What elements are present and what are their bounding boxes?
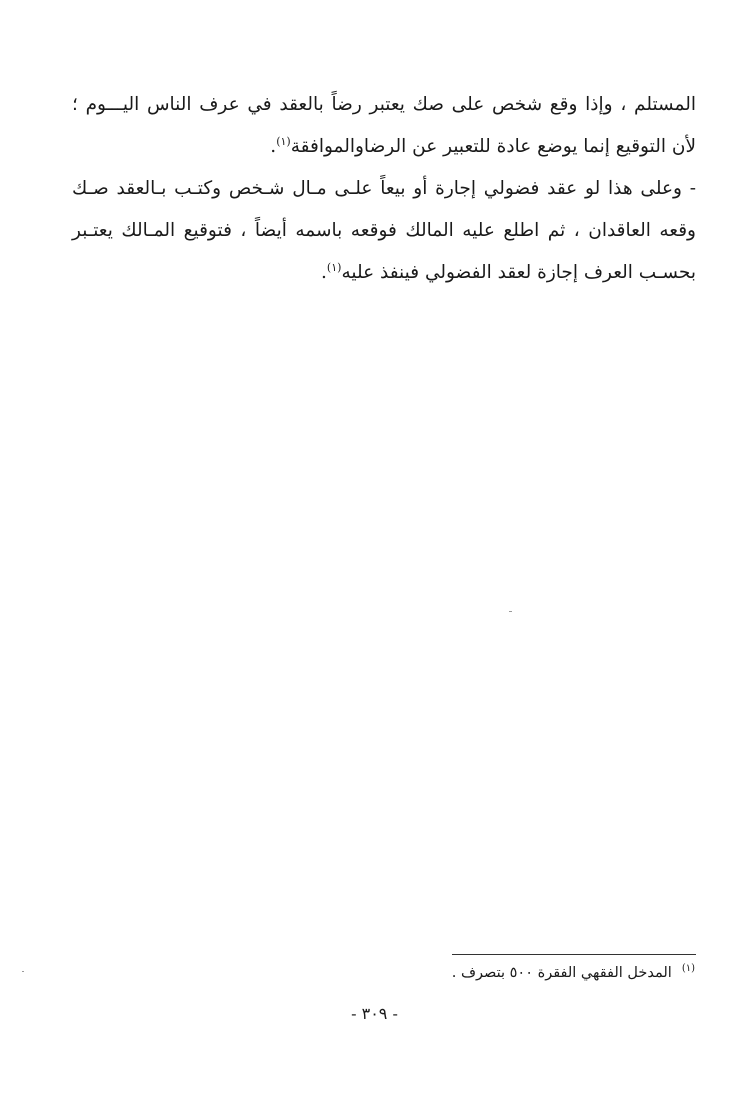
footnote-separator — [452, 954, 696, 955]
footnote-text: المدخل الفقهي الفقرة ٥٠٠ بتصرف . — [451, 964, 672, 981]
scan-speck — [22, 971, 24, 972]
paragraph-1-tail: . — [270, 136, 277, 157]
page-number: - ٣٠٩ - — [351, 1004, 398, 1023]
paragraph-2 — [72, 168, 696, 294]
body-text — [72, 84, 696, 294]
paragraph-2-text: - وعلى هذا لو عقد فضولي إجارة أو بيعاً علـى مـال شـخص وكتـب بـالعقد صـك وقعه العاقدان ، ثم اطلع عليه المالك فوقعه باسمه أيضاً ، فتوقيع المـالك يعتـبر بحسـب العرف إجازة لعقد الفضولي فينفذ عليه — [72, 178, 696, 283]
footnote-marker: (١) — [681, 963, 695, 974]
paragraph-2-tail: . — [321, 262, 327, 283]
footnote — [452, 963, 695, 981]
paragraph-1-text: المستلم ، وإذا وقع شخص على صك يعتبر رضاً بالعقد في عرف الناس اليـــوم ؛ لأن التوقيع إنما يوضع عادة للتعبير عن الرضاوالموافقة — [72, 94, 696, 157]
paragraph-1 — [72, 84, 696, 168]
footnote-reference-1: (١) — [276, 134, 291, 148]
scan-speck — [509, 611, 512, 612]
footnote-reference-2: (١) — [326, 260, 342, 274]
